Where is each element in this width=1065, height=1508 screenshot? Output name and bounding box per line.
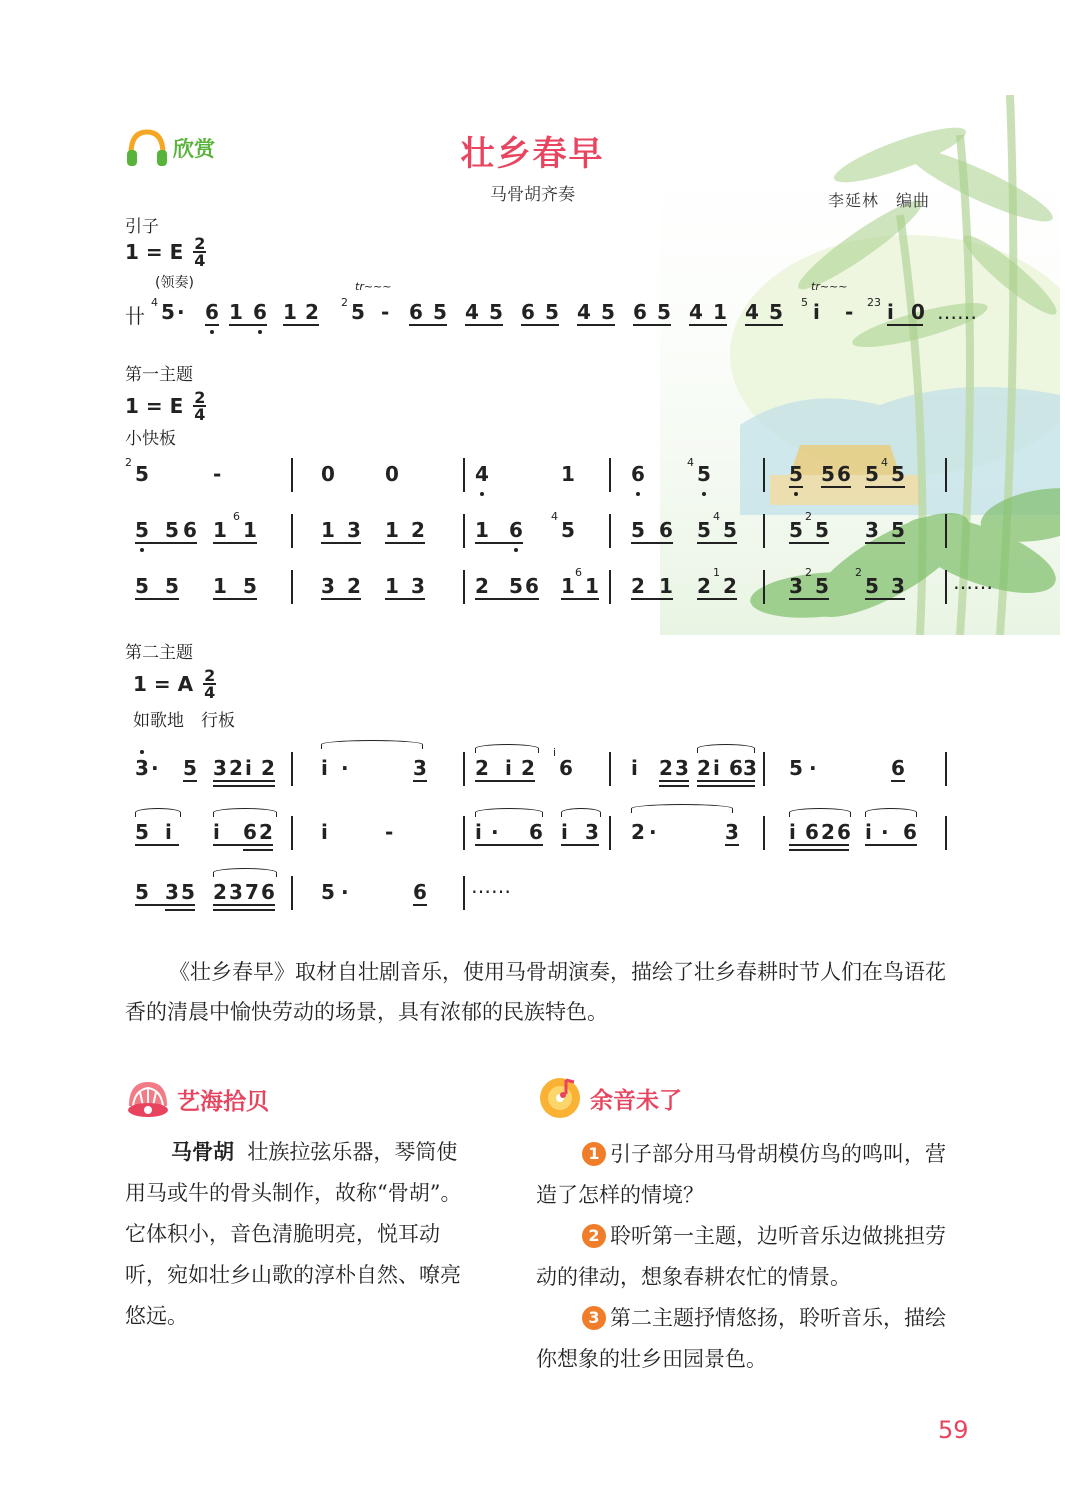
music-disc-icon (536, 1074, 584, 1122)
question-text: 聆听第一主题，边听音乐边做挑担劳动的律动，想象春耕农忙的情景。 (536, 1224, 946, 1289)
intro-label: 引子 (125, 217, 159, 237)
theme2-staff-row-3: 5 3 5 2 3 7 6 5 · 6 …… (125, 876, 965, 916)
question-text: 第二主题抒情悠扬，聆听音乐，描绘你想象的壮乡田园景色。 (536, 1306, 946, 1371)
shell-icon (125, 1076, 171, 1122)
theme1-staff-row-2: 5 5 6 1 6 1 1 3 1 2 1 6 4 5 5 6 5 4 5 5 2 5 3 5 (125, 514, 965, 554)
subtitle: 马骨胡齐奏 (490, 185, 575, 205)
theme2-label: 第二主题 (125, 643, 193, 663)
description-paragraph: 《壮乡春早》取材自壮剧音乐，使用马骨胡演奏，描绘了壮乡春耕时节人们在鸟语花香的清晨中愉快劳动的场景，具有浓郁的民族特色。 (125, 960, 946, 1024)
number-badge: 3 (582, 1306, 606, 1330)
key-signature: 1 = E (125, 240, 184, 264)
lead-note: (领奏) (155, 275, 194, 291)
theme1-key (125, 390, 206, 422)
theme2-tempo: 如歌地 行板 (133, 711, 235, 731)
art-shell-title: 艺海拾贝 (177, 1088, 269, 1115)
section-label-text: 欣赏 (173, 137, 215, 161)
theme2-staff-row-1: 3 · 5 3 2 i 2 i · 3 2 i 2 i 6 i 2 3 2 i 6 3 5 · 6 (125, 752, 965, 792)
key-signature: 1 = E (125, 394, 184, 418)
intro-staff: 卄 4 5 · 6 1 6 1 2 2 tr~~~ 5 - 6 5 4 5 6 5 4 5 6 5 4 1 4 5 5 tr~~~ i - 23 i 0 …… (125, 296, 985, 336)
echo-title: 余音未了 (590, 1087, 682, 1114)
echo-heading (536, 1074, 682, 1122)
theme1-tempo: 小快板 (125, 429, 176, 449)
theme1-label: 第一主题 (125, 365, 193, 385)
question-text: 引子部分用马骨胡模仿鸟的鸣叫，营造了怎样的情境？ (536, 1142, 946, 1207)
question-item (536, 1298, 956, 1380)
question-item (536, 1216, 956, 1298)
key-signature: 1 = A (133, 672, 194, 696)
intro-key (125, 236, 206, 268)
bamboo-illustration (660, 95, 1060, 635)
time-signature: $\frac{2}{4}$ (194, 388, 206, 424)
number-badge: 1 (582, 1142, 606, 1166)
theme2-staff-row-2: 5 i i 6 2 i - i · 6 i 3 2 · 3 i 6 2 6 i · 6 (125, 816, 965, 856)
theme1-staff-row-1: 2 5 - 0 0 4 1 6 4 5 5 5 6 5 4 5 (125, 458, 965, 498)
question-item (536, 1134, 956, 1216)
art-shell-paragraph (125, 1132, 475, 1337)
echo-questions (536, 1134, 956, 1380)
theme1-staff-row-3: 5 5 1 5 3 2 1 3 2 5 6 1 6 1 2 1 2 1 2 3 2 5 2 5 3 …… (125, 570, 1005, 610)
term-description: 壮族拉弦乐器，琴筒使用马或牛的骨头制作，故称“骨胡”。它体积小，音色清脆明亮，悦耳动听，宛如壮乡山歌的淳朴自然、嘹亮悠远。 (125, 1140, 462, 1328)
term: 马骨胡 (171, 1140, 234, 1164)
page-number: 59 (938, 1416, 969, 1444)
page-title: 壮乡春早 (460, 134, 605, 174)
number-badge: 2 (582, 1224, 606, 1248)
art-shell-heading (125, 1076, 269, 1122)
time-signature: $\frac{2}{4}$ (204, 666, 216, 702)
composer: 李延林 编曲 (828, 191, 931, 210)
theme2-key (133, 668, 216, 700)
time-signature: $\frac{2}{4}$ (194, 234, 206, 270)
